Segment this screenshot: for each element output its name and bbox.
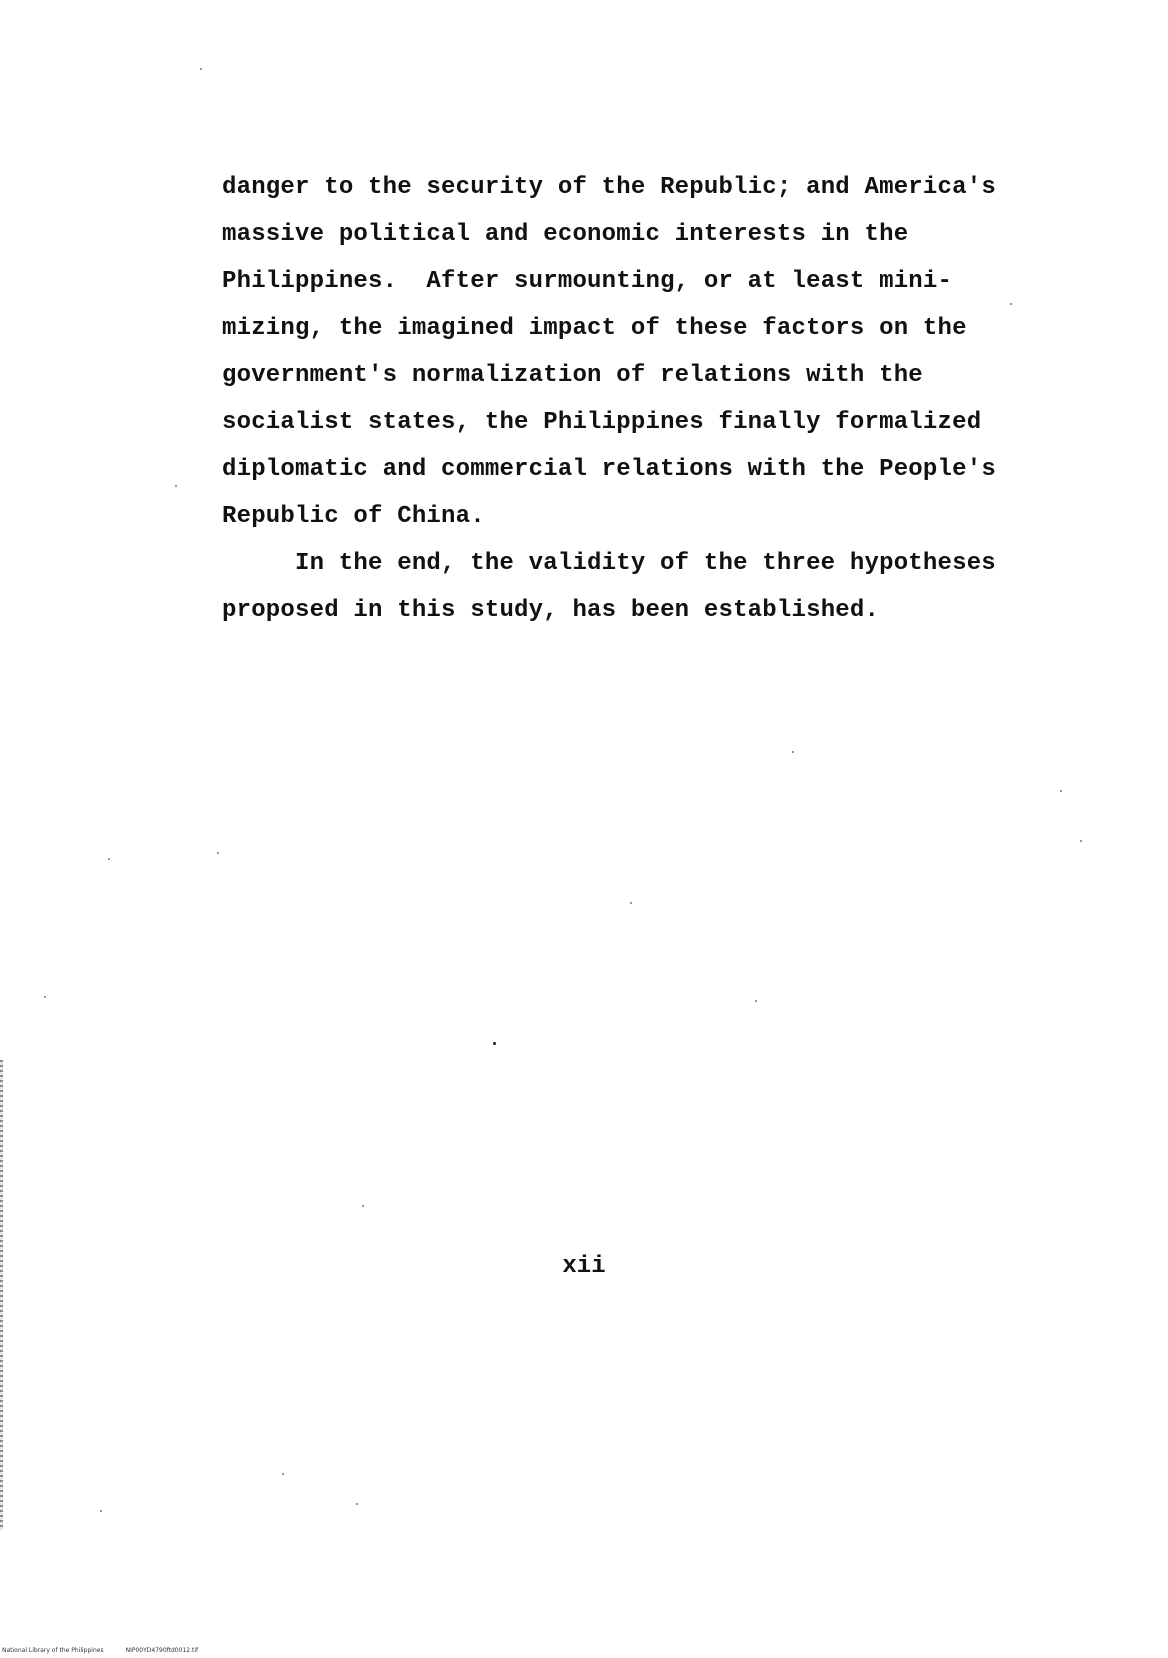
paragraph-1-line: diplomatic and commercial relations with the People's [222,456,996,483]
scan-speck [100,1510,102,1512]
scan-edge-artifact [0,1060,3,1530]
paragraph-2-line: proposed in this study, has been established. [222,597,880,624]
scan-footer [2,1647,220,1654]
paragraph-1-line: government's normalization of relations with the [222,362,923,389]
footer-library: National Library of the Philippines [2,1647,104,1654]
scan-speck [1010,303,1012,305]
scan-speck [1080,840,1082,842]
paragraph-1-line: Philippines. After surmounting, or at least mini- [222,268,953,295]
scan-speck [792,751,794,753]
scan-speck [282,1473,284,1475]
body-text [222,164,1002,634]
scan-speck [1060,790,1062,792]
scan-speck [200,68,202,70]
paragraph-1-line: socialist states, the Philippines finally formalized [222,409,982,436]
paragraph-2-line: In the end, the validity of the three hypotheses [295,550,996,577]
page-number: xii [562,1253,606,1280]
footer-filename: NIP00YD4790ftd0012.tif [125,1647,199,1654]
scan-speck [356,1503,358,1505]
paragraph-1-line: danger to the security of the Republic; and America's [222,174,996,201]
scan-speck [493,1042,496,1045]
scan-speck [630,902,632,904]
scan-speck [755,1000,757,1002]
paragraph-1-line: mizing, the imagined impact of these factors on the [222,315,967,342]
scan-speck [217,852,219,854]
scan-speck [362,1205,364,1207]
paragraph-1-line: Republic of China. [222,503,485,530]
scan-speck [108,858,110,860]
paragraph-1-line: massive political and economic interests in the [222,221,909,248]
scan-speck [175,485,177,487]
scan-speck [44,996,46,998]
